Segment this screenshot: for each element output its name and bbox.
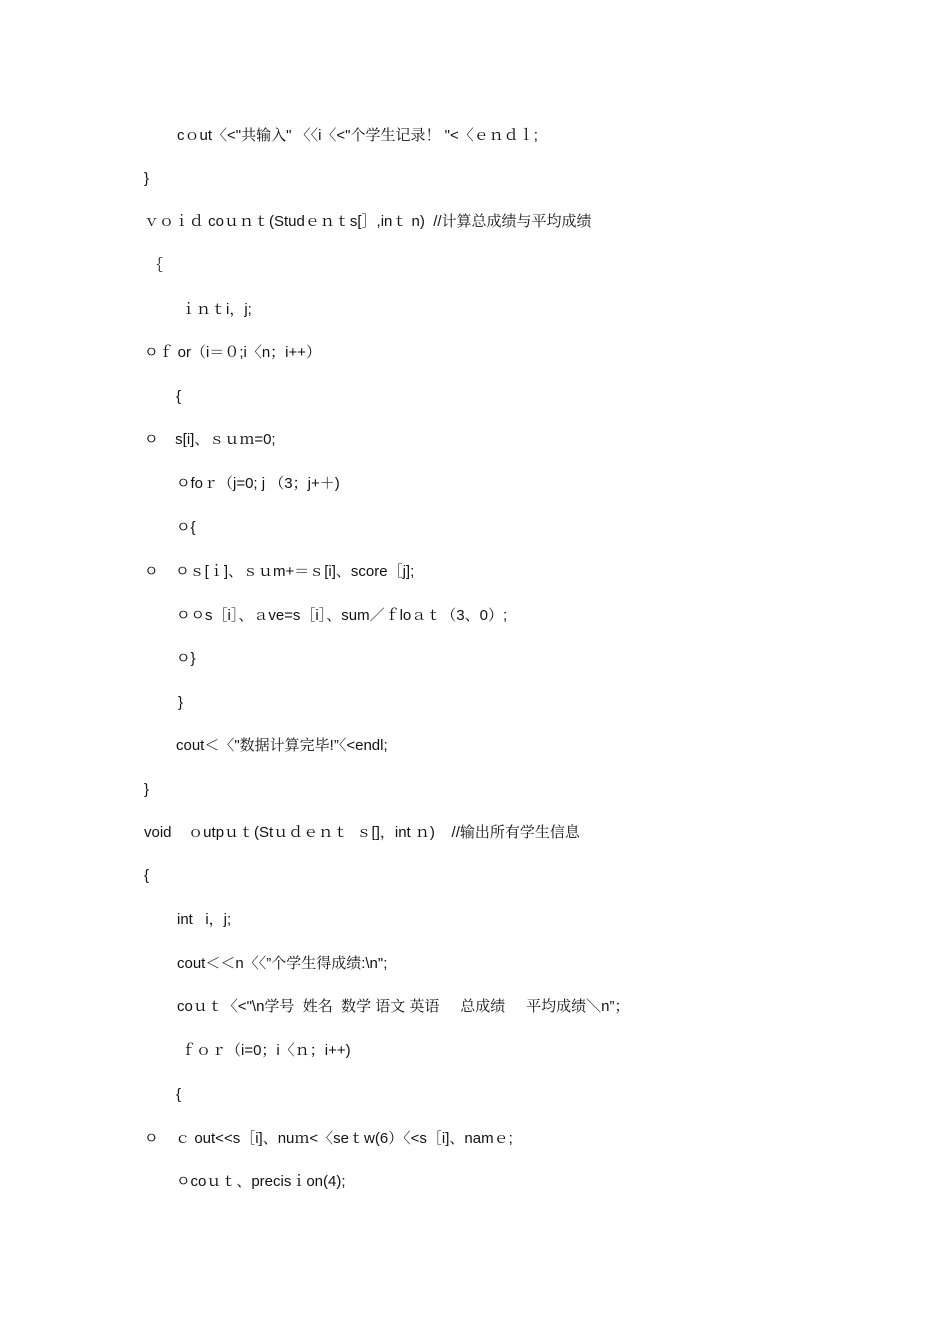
code-line: } [144,170,150,187]
code-line: ﾷ{ [176,519,196,536]
code-line: { [176,1086,182,1103]
code-line: ﾷfoｒ（j=0; j （3；j+＋) [176,475,340,492]
code-line: { [176,388,182,405]
code-line: ﾷ} [176,650,196,667]
code-line: ﾷ ｃ out<<s［i]、nuｍ<〈seｔw(6）〈<s［i]、namｅ; [144,1130,513,1147]
code-line: cout＜＜n〈〈”个学生得成绩:\n"; [177,955,388,972]
code-line: ﾷ ﾷｓ[ｉ]、ｓｕm+＝ｓ[i]、score［j]; [144,563,415,580]
code-line: ｛ [148,257,164,274]
code-line: } [178,694,184,711]
code-line: void ｏutpｕｔ(Stｕｄｅｎｔ ｓ[]，int ｎ) //输出所有学生信息 [144,824,580,841]
code-line: ｆｏｒ（i=0；i〈ｎ；i++) [181,1042,351,1059]
code-line: { [144,867,150,884]
code-line: ﾷﾷs［i］、ａve=s［i］、sum／ｆloａｔ（3、0）; [176,607,508,624]
code-line: cout＜〈"数据计算完毕!”〈<endl; [176,737,388,754]
code-line: ｉｎｔi，j; [181,301,252,318]
code-line: ﾷｆ or（i＝０;i〈n；i++） [144,344,322,361]
code-line: coｕｔ〈<"\n学号 姓名 数学 语文 英语 总成绩 平均成绩＼n”； [177,998,630,1015]
code-line: ﾷcoｕｔ、precisｉon(4); [176,1173,346,1190]
code-line: } [144,781,150,798]
code-line: ｖｏｉｄ coｕｎｔ(Studｅｎｔs[］,inｔ n) //计算总成绩与平均成绩 [144,213,592,230]
code-line: int i，j; [177,911,232,928]
code-line: ﾷ s[i]、ｓｕｍ=0; [144,431,276,448]
code-line: cｏut〈<"共输入" 〈〈i〈<"个学生记录！ "<〈ｅｎｄｌ; [177,127,538,144]
